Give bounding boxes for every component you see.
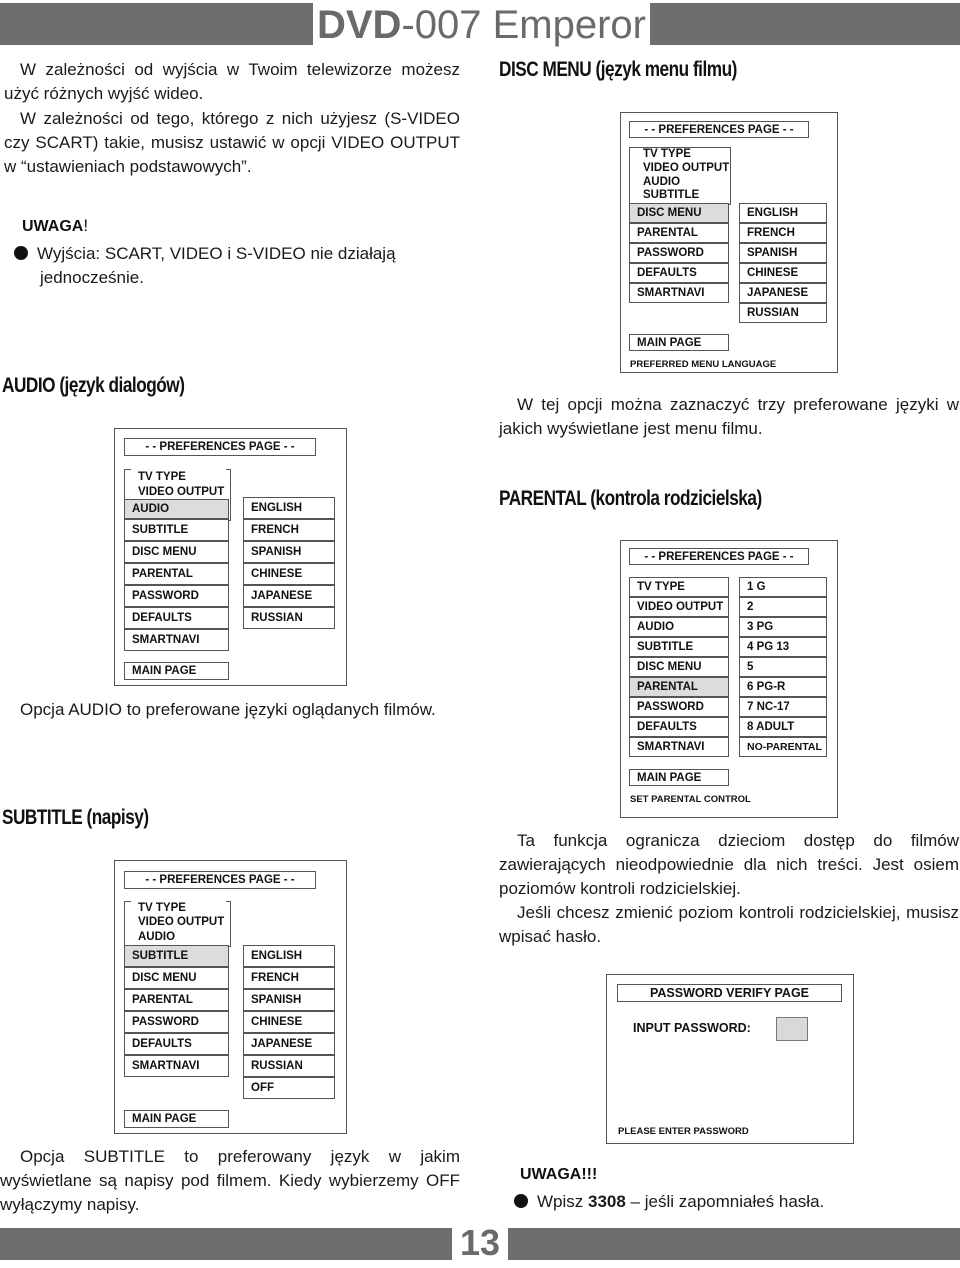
- option-spanish[interactable]: SPANISH: [243, 989, 335, 1011]
- option-level-1[interactable]: 1 G: [739, 577, 827, 597]
- parental-heading: PARENTAL (kontrola rodzicielska): [499, 487, 762, 510]
- menu-item-tv-type[interactable]: TV TYPE: [131, 469, 226, 484]
- intro-paragraph-2: W zależności od tego, którego z nich użyjesz (S-VIDEO czy SCART) takie, musisz ustawić w opcji VIDEO OUTPUT w “ustawieniach podstawowych”.: [4, 109, 460, 176]
- password-dialog-title: PASSWORD VERIFY PAGE: [617, 984, 842, 1002]
- option-english[interactable]: ENGLISH: [243, 497, 335, 519]
- menu-title: - - PREFERENCES PAGE - -: [124, 438, 316, 456]
- password-warning-item: Wpisz 3308 – jeśli zapomniałeś hasła.: [514, 1190, 824, 1214]
- menu-item-parental[interactable]: PARENTAL: [629, 677, 729, 697]
- menu-item-defaults[interactable]: DEFAULTS: [629, 717, 729, 737]
- menu-item-smartnavi[interactable]: SMARTNAVI: [629, 737, 729, 757]
- option-french[interactable]: FRENCH: [739, 223, 827, 243]
- menu-item-subtitle[interactable]: SUBTITLE: [124, 519, 229, 541]
- menu-item-audio[interactable]: AUDIO: [629, 617, 729, 637]
- subtitle-heading: SUBTITLE (napisy): [2, 806, 149, 829]
- main-page-button[interactable]: MAIN PAGE: [124, 662, 229, 680]
- option-level-8[interactable]: 8 ADULT: [739, 717, 827, 737]
- menu-item-video-output[interactable]: VIDEO OUTPUT: [131, 484, 226, 499]
- menu-item-video-output[interactable]: VIDEO OUTPUT: [629, 597, 729, 617]
- intro-warning-item: Wyjścia: SCART, VIDEO i S-VIDEO nie działają jednocześnie.: [14, 242, 480, 290]
- menu-item-video-output[interactable]: VIDEO OUTPUT: [131, 915, 226, 929]
- password-warning-heading: UWAGA!!!: [520, 1166, 598, 1183]
- subtitle-menu-screen: [114, 860, 347, 1134]
- parental-description-2: Jeśli chcesz zmienić poziom kontroli rodzicielskiej, musisz wpisać hasło.: [499, 903, 959, 946]
- menu-title: - - PREFERENCES PAGE - -: [629, 121, 809, 138]
- option-chinese[interactable]: CHINESE: [243, 1011, 335, 1033]
- disc-menu-description: W tej opcji można zaznaczyć trzy preferowane języki w jakich wyświetlane jest menu filmu.: [499, 395, 959, 438]
- option-spanish[interactable]: SPANISH: [243, 541, 335, 563]
- bullet-icon: [514, 1194, 528, 1208]
- option-russian[interactable]: RUSSIAN: [243, 1055, 335, 1077]
- menu-footer-text: SET PARENTAL CONTROL: [630, 794, 751, 805]
- option-russian[interactable]: RUSSIAN: [243, 607, 335, 629]
- menu-item-disc-menu[interactable]: DISC MENU: [124, 541, 229, 563]
- main-page-button[interactable]: MAIN PAGE: [629, 334, 729, 351]
- menu-item-defaults[interactable]: DEFAULTS: [629, 263, 729, 283]
- menu-item-parental[interactable]: PARENTAL: [124, 563, 229, 585]
- menu-item-defaults[interactable]: DEFAULTS: [124, 1033, 229, 1055]
- menu-item-defaults[interactable]: DEFAULTS: [124, 607, 229, 629]
- menu-title: - - PREFERENCES PAGE - -: [124, 871, 316, 889]
- menu-item-password[interactable]: PASSWORD: [124, 1011, 229, 1033]
- option-japanese[interactable]: JAPANESE: [739, 283, 827, 303]
- option-french[interactable]: FRENCH: [243, 967, 335, 989]
- option-french[interactable]: FRENCH: [243, 519, 335, 541]
- parental-description-1: Ta funkcja ogranicza dzieciom dostęp do filmów zawierających nieodpowiednie dla nich treści. Jest osiem poziomów kontroli rodzicielskiej.: [499, 831, 959, 898]
- menu-item-password[interactable]: PASSWORD: [629, 243, 729, 263]
- bullet-icon: [14, 246, 28, 260]
- menu-item-password[interactable]: PASSWORD: [629, 697, 729, 717]
- brand-logo: DVD-007 Emperor: [313, 0, 650, 50]
- option-no-parental[interactable]: NO-PARENTAL: [739, 737, 827, 757]
- option-level-2[interactable]: 2: [739, 597, 827, 617]
- password-input-label: INPUT PASSWORD:: [633, 1021, 751, 1035]
- menu-item-smartnavi[interactable]: SMARTNAVI: [124, 629, 229, 651]
- main-page-button[interactable]: MAIN PAGE: [629, 769, 729, 786]
- audio-menu-screen: [114, 428, 347, 686]
- menu-item-audio[interactable]: AUDIO: [131, 929, 226, 944]
- parental-menu-screen: [620, 540, 838, 818]
- page-number: 13: [452, 1218, 508, 1264]
- disc-menu-heading: DISC MENU (język menu filmu): [499, 58, 737, 81]
- option-russian[interactable]: RUSSIAN: [739, 303, 827, 323]
- disc-menu-screen: [620, 112, 838, 373]
- menu-item-subtitle[interactable]: SUBTITLE: [629, 637, 729, 657]
- menu-item-tv-type[interactable]: TV TYPE: [131, 901, 226, 915]
- menu-item-video-output[interactable]: VIDEO OUTPUT: [636, 161, 726, 175]
- menu-item-password[interactable]: PASSWORD: [124, 585, 229, 607]
- menu-item-smartnavi[interactable]: SMARTNAVI: [629, 283, 729, 303]
- menu-item-tv-type[interactable]: TV TYPE: [629, 577, 729, 597]
- password-input-field[interactable]: [776, 1017, 808, 1041]
- menu-item-disc-menu[interactable]: DISC MENU: [629, 203, 729, 223]
- option-level-7[interactable]: 7 NC-17: [739, 697, 827, 717]
- password-footer-text: PLEASE ENTER PASSWORD: [618, 1126, 749, 1137]
- audio-heading: AUDIO (język dialogów): [2, 374, 185, 397]
- menu-item-subtitle[interactable]: SUBTITLE: [636, 188, 726, 202]
- menu-item-disc-menu[interactable]: DISC MENU: [629, 657, 729, 677]
- menu-item-smartnavi[interactable]: SMARTNAVI: [124, 1055, 229, 1077]
- intro-paragraph-1: W zależności od wyjścia w Twoim telewizorze możesz użyć różnych wyjść wideo.: [4, 60, 460, 103]
- password-verify-screen: [606, 974, 854, 1144]
- menu-footer-text: PREFERRED MENU LANGUAGE: [630, 359, 777, 370]
- menu-item-audio[interactable]: AUDIO: [636, 175, 726, 189]
- option-japanese[interactable]: JAPANESE: [243, 1033, 335, 1055]
- intro-warning-heading: UWAGA!: [22, 216, 89, 235]
- option-japanese[interactable]: JAPANESE: [243, 585, 335, 607]
- option-spanish[interactable]: SPANISH: [739, 243, 827, 263]
- menu-item-tv-type[interactable]: TV TYPE: [636, 147, 726, 161]
- option-level-4[interactable]: 4 PG 13: [739, 637, 827, 657]
- option-chinese[interactable]: CHINESE: [739, 263, 827, 283]
- menu-title: - - PREFERENCES PAGE - -: [629, 548, 809, 565]
- option-level-6[interactable]: 6 PG-R: [739, 677, 827, 697]
- menu-item-disc-menu[interactable]: DISC MENU: [124, 967, 229, 989]
- option-chinese[interactable]: CHINESE: [243, 563, 335, 585]
- menu-item-parental[interactable]: PARENTAL: [124, 989, 229, 1011]
- option-level-3[interactable]: 3 PG: [739, 617, 827, 637]
- option-level-5[interactable]: 5: [739, 657, 827, 677]
- main-page-button[interactable]: MAIN PAGE: [124, 1110, 229, 1128]
- option-off[interactable]: OFF: [243, 1077, 335, 1099]
- option-english[interactable]: ENGLISH: [739, 203, 827, 223]
- menu-item-parental[interactable]: PARENTAL: [629, 223, 729, 243]
- option-english[interactable]: ENGLISH: [243, 945, 335, 967]
- menu-item-audio[interactable]: AUDIO: [124, 499, 229, 519]
- audio-description: Opcja AUDIO to preferowane języki oglądanych filmów.: [20, 700, 436, 719]
- subtitle-description: Opcja SUBTITLE to preferowany język w jakim wyświetlane są napisy pod filmem. Kiedy wybierzemy OFF wyłączymy napisy.: [0, 1147, 460, 1214]
- menu-item-subtitle[interactable]: SUBTITLE: [124, 945, 229, 967]
